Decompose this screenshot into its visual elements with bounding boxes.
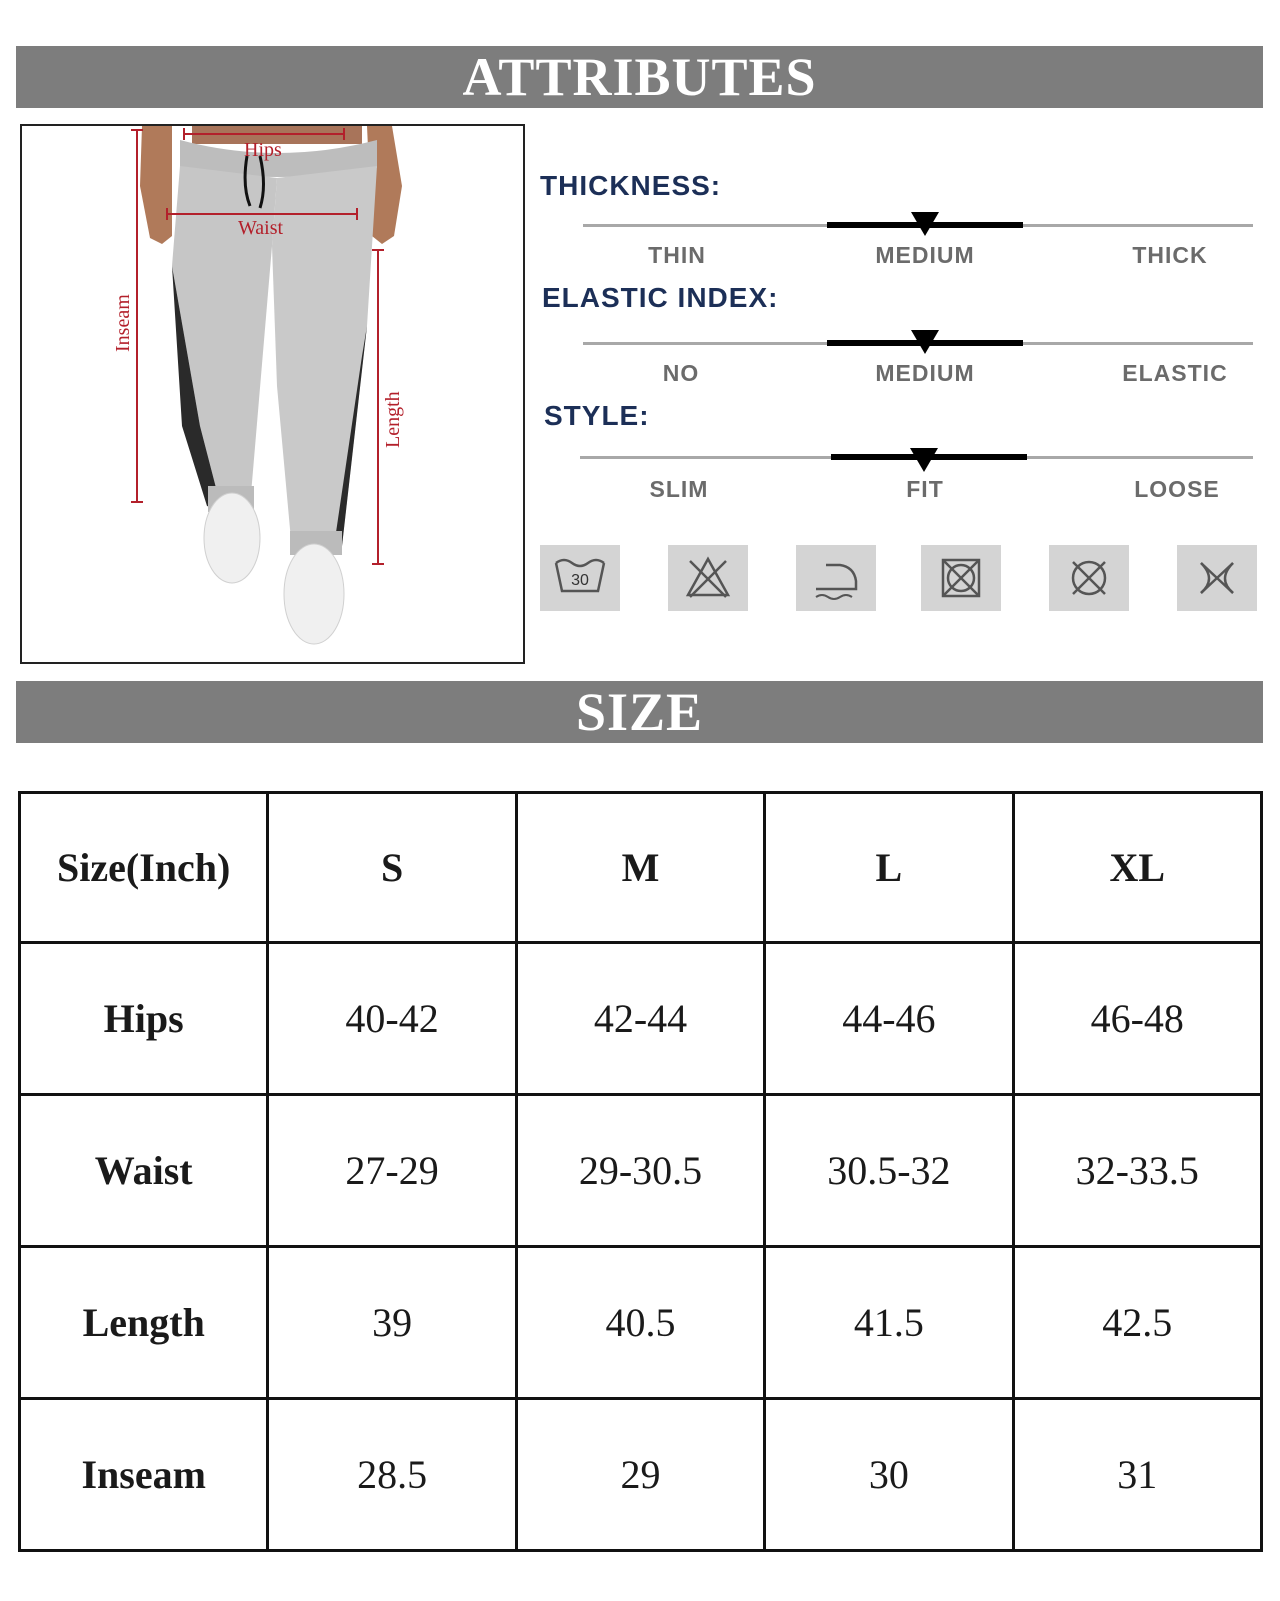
- row-label-waist: Waist: [20, 1095, 268, 1247]
- table-cell: 30.5-32: [765, 1095, 1013, 1247]
- table-cell: 29-30.5: [516, 1095, 764, 1247]
- table-cell: 39: [268, 1247, 516, 1399]
- left-arm: [140, 126, 172, 244]
- product-photo: [20, 124, 525, 664]
- row-label-hips: Hips: [20, 943, 268, 1095]
- iron-low-icon: [796, 545, 876, 611]
- table-cell: 29: [516, 1399, 764, 1551]
- pants-illustration: [22, 126, 523, 662]
- table-cell: 46-48: [1013, 943, 1261, 1095]
- left-shoe: [204, 493, 260, 583]
- right-shoe: [284, 544, 344, 644]
- wash-30-icon: [540, 545, 620, 611]
- table-row-waist: [20, 1095, 1262, 1247]
- svg-text:30: 30: [571, 572, 589, 589]
- table-cell: 32-33.5: [1013, 1095, 1261, 1247]
- table-cell: 41.5: [765, 1247, 1013, 1399]
- size-table: [18, 791, 1263, 1552]
- inseam-label: Inseam: [112, 294, 134, 352]
- attributes-banner: ATTRIBUTES: [16, 46, 1263, 108]
- table-cell: 31: [1013, 1399, 1261, 1551]
- thickness-title: THICKNESS:: [540, 170, 722, 201]
- size-banner: SIZE: [16, 681, 1263, 743]
- table-cell: 30: [765, 1399, 1013, 1551]
- length-label: Length: [382, 391, 404, 448]
- table-cell: 27-29: [268, 1095, 516, 1247]
- header-s: S: [268, 793, 516, 943]
- do-not-bleach-icon: [668, 545, 748, 611]
- table-cell: 44-46: [765, 943, 1013, 1095]
- header-l: L: [765, 793, 1013, 943]
- table-cell: 40.5: [516, 1247, 764, 1399]
- elastic-option-medium: MEDIUM: [875, 360, 975, 386]
- waist-label: Waist: [238, 217, 284, 239]
- hips-label: Hips: [244, 139, 282, 161]
- table-cell: 42-44: [516, 943, 764, 1095]
- do-not-dry-clean-icon: [1049, 545, 1129, 611]
- table-cell: 40-42: [268, 943, 516, 1095]
- style-option-slim: SLIM: [649, 476, 709, 502]
- thickness-option-thin: THIN: [648, 242, 706, 268]
- thickness-option-thick: THICK: [1132, 242, 1208, 268]
- header-m: M: [516, 793, 764, 943]
- style-marker-icon: [910, 448, 938, 472]
- style-option-fit: FIT: [906, 476, 944, 502]
- elastic-index-title: ELASTIC INDEX:: [542, 282, 779, 313]
- table-row-hips: [20, 943, 1262, 1095]
- header-xl: XL: [1013, 793, 1261, 943]
- elastic-option-elastic: ELASTIC: [1122, 360, 1228, 386]
- row-label-length: Length: [20, 1247, 268, 1399]
- thickness-marker-icon: [911, 212, 939, 236]
- table-row-inseam: [20, 1399, 1262, 1551]
- elastic-option-no: NO: [662, 360, 700, 386]
- header-size-inch: Size(Inch): [20, 793, 268, 943]
- row-label-inseam: Inseam: [20, 1399, 268, 1551]
- thickness-option-medium: MEDIUM: [875, 242, 975, 268]
- table-cell: 28.5: [268, 1399, 516, 1551]
- style-option-loose: LOOSE: [1134, 476, 1220, 502]
- do-not-tumble-dry-icon: [921, 545, 1001, 611]
- right-leg: [272, 166, 377, 551]
- table-cell: 42.5: [1013, 1247, 1261, 1399]
- style-title: STYLE:: [544, 400, 650, 431]
- table-row-length: [20, 1247, 1262, 1399]
- do-not-wring-icon: [1177, 545, 1257, 611]
- table-header-row: [20, 793, 1262, 943]
- elastic-marker-icon: [911, 330, 939, 354]
